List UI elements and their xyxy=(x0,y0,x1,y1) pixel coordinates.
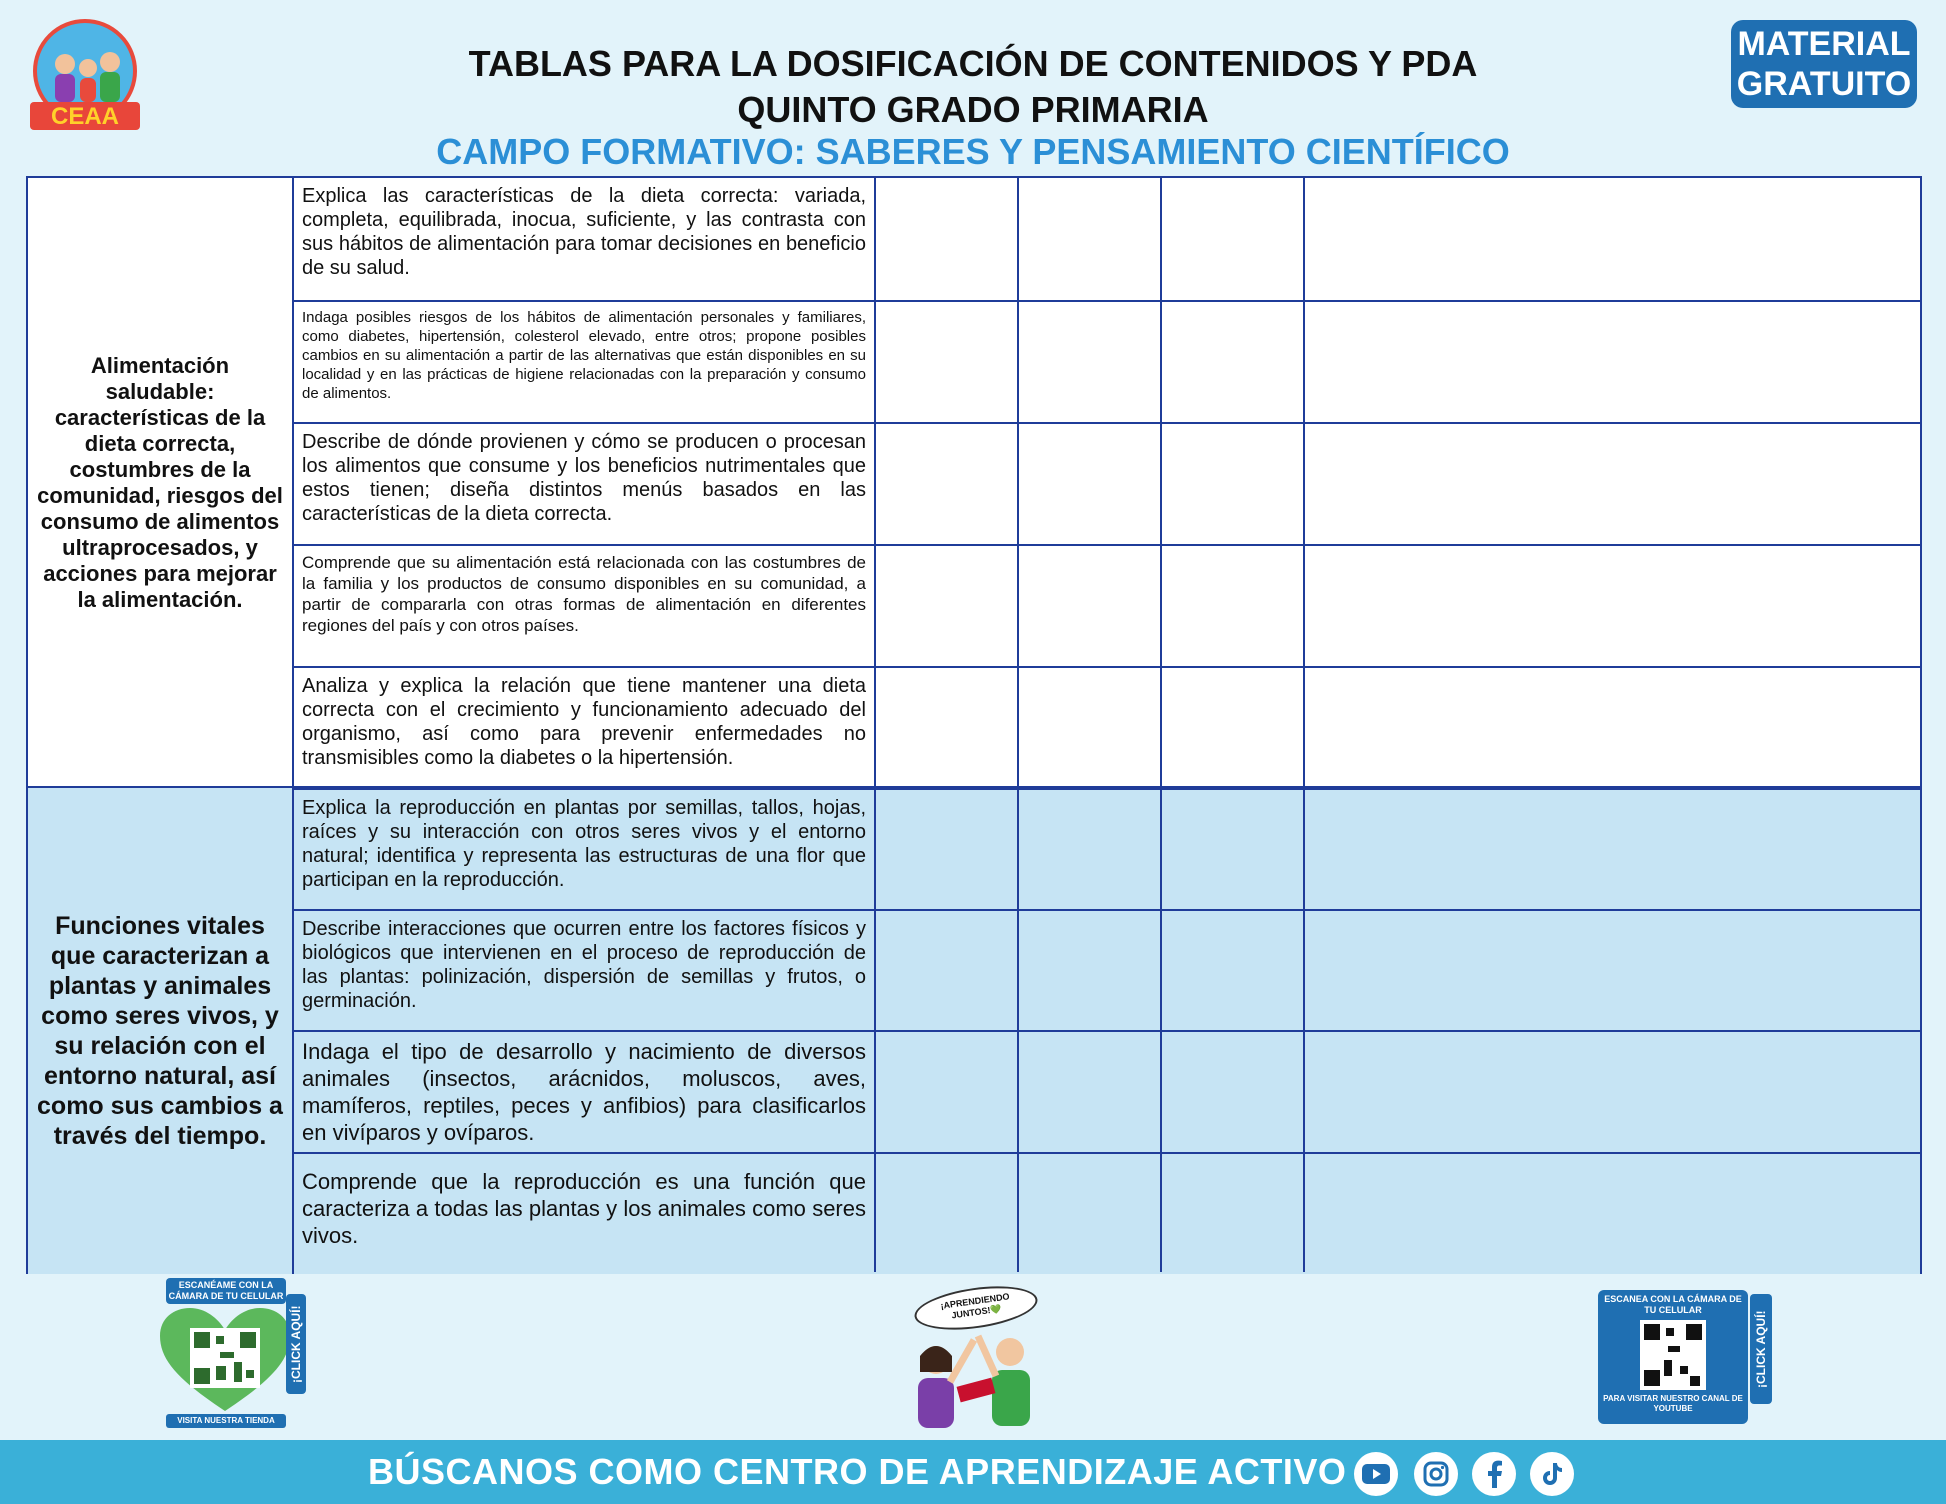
column-divider xyxy=(874,178,876,1272)
card-top-text: ESCANÉAME CON LA CÁMARA DE TU CELULAR xyxy=(168,1280,284,1301)
table-row xyxy=(294,544,1920,666)
pda-cell: Indaga posibles riesgos de los hábitos de alimentación personales y familiares, como diabetes, hipertensión, colesterol elevado, entre otros; propone posibles cambios en su alimentación a partir de las alternativas que están disponibles en su localidad y en las prácticas de higiene relacionadas con la preparación y consumo de alimentos. xyxy=(302,309,866,402)
click-here-label: ¡CLICK AQUÍ! xyxy=(289,1305,303,1383)
section-block xyxy=(28,178,1920,788)
facebook-icon[interactable] xyxy=(1472,1452,1516,1496)
badge-line-2: GRATUITO xyxy=(1736,65,1912,103)
pda-cell: Describe interacciones que ocurren entre los factores físicos y biológicos que intervienen en el proceso de reproducción de las plantas: polinización, dispersión de semillas y frutos, o germinación. xyxy=(302,918,866,1012)
topic-cell: Funciones vitales que caracterizan a plantas y animales como seres vivos, y su relación con el entorno natural, así como sus cambios a través del tiempo. xyxy=(28,788,294,1274)
table-row xyxy=(294,788,1920,909)
card-bottom-text: PARA VISITAR NUESTRO CANAL DE YOUTUBE xyxy=(1603,1394,1743,1413)
grade-title: QUINTO GRADO PRIMARIA xyxy=(737,89,1209,130)
store-qr-card[interactable] xyxy=(160,1278,310,1430)
tiktok-icon[interactable] xyxy=(1530,1452,1574,1496)
topic-cell: Alimentación saludable: características de la dieta correcta, costumbres de la comunidad, riesgos del consumo de alimentos ultraprocesados, y acciones para mejorar la alimentación. xyxy=(28,178,294,788)
table-row xyxy=(294,300,1920,422)
table-row xyxy=(294,666,1920,788)
youtube-qr-card[interactable] xyxy=(1598,1290,1782,1430)
pda-cell: Explica las características de la dieta correcta: variada, completa, equilibrada, inocua, suficiente, y las contrasta con sus hábitos de alimentación para tomar decisiones en beneficio de su salud. xyxy=(302,185,866,279)
column-divider xyxy=(1160,178,1162,1272)
free-material-badge xyxy=(1731,20,1917,108)
pda-cell: Describe de dónde provienen y cómo se producen o procesan los alimentos que consume y los beneficios nutrimentales que estos tienen; diseña distintos menús basados en las características de la dieta correcta. xyxy=(302,431,866,525)
footer-bar xyxy=(0,1440,1946,1504)
click-here-label: ¡CLICK AQUÍ! xyxy=(1754,1310,1768,1388)
qr-code-icon xyxy=(1640,1320,1706,1390)
section-divider xyxy=(28,786,1920,788)
card-header xyxy=(166,1278,286,1304)
table-row xyxy=(294,1152,1920,1274)
heart-qr-icon xyxy=(160,1306,290,1416)
card-footer xyxy=(166,1414,286,1428)
teachers-icon xyxy=(898,1322,1048,1440)
table-row xyxy=(294,422,1920,544)
instagram-icon[interactable] xyxy=(1414,1452,1458,1496)
badge-line-1: MATERIAL xyxy=(1737,25,1911,63)
field-subtitle: CAMPO FORMATIVO: SABERES Y PENSAMIENTO CIENTÍFICO xyxy=(436,131,1510,172)
pda-cell: Indaga el tipo de desarrollo y nacimiento de diversos animales (insectos, arácnidos, moluscos, aves, mamíferos, reptiles, peces y anfibios) para clasificarlos en vivíparos y ovíparos. xyxy=(302,1039,866,1145)
pda-cell: Comprende que la reproducción es una función que caracteriza a todas las plantas y los animales como seres vivos. xyxy=(302,1169,866,1248)
pda-cell: Comprende que su alimentación está relacionada con las costumbres de la familia y los productos de consumo disponibles en su comunidad, a partir de compararla con otras formas de alimentación en diferentes regiones del país y con otros países. xyxy=(302,553,866,635)
pda-cell: Analiza y explica la relación que tiene mantener una dieta correcta con el crecimiento y funcionamiento adecuado del organismo, así como para prevenir enfermedades no transmisibles como la diabetes o la hipertensión. xyxy=(302,675,866,769)
column-divider xyxy=(1303,178,1305,1272)
card-bottom-text: VISITA NUESTRA TIENDA xyxy=(177,1416,275,1425)
pda-cell: Explica la reproducción en plantas por semillas, tallos, hojas, raíces y su interacción con otros seres vivos y el entorno natural; identifica y representa las estructuras de una flor que participan en la reproducción. xyxy=(302,797,866,891)
bubble-text: ¡APRENDIENDO JUNTOS!💚 xyxy=(939,1291,1011,1321)
footer-text: BÚSCANOS COMO CENTRO DE APRENDIZAJE ACTIVO xyxy=(368,1451,1347,1492)
table-row xyxy=(294,909,1920,1030)
column-divider xyxy=(1017,178,1019,1272)
table-row xyxy=(294,1030,1920,1152)
table-row xyxy=(294,178,1920,300)
card-panel xyxy=(1598,1290,1748,1424)
ceaa-logo xyxy=(20,16,150,136)
click-tab[interactable] xyxy=(1750,1294,1772,1404)
learning-together-illustration xyxy=(898,1282,1048,1440)
dosification-table xyxy=(26,176,1922,1274)
section-block xyxy=(28,788,1920,1274)
page-title: TABLAS PARA LA DOSIFICACIÓN DE CONTENIDOS Y PDA xyxy=(468,43,1478,84)
click-tab[interactable] xyxy=(286,1294,306,1394)
card-top-text: ESCANEA CON LA CÁMARA DE TU CELULAR xyxy=(1604,1294,1742,1315)
logo-text: CEAA xyxy=(50,103,119,130)
youtube-icon[interactable] xyxy=(1354,1452,1398,1496)
